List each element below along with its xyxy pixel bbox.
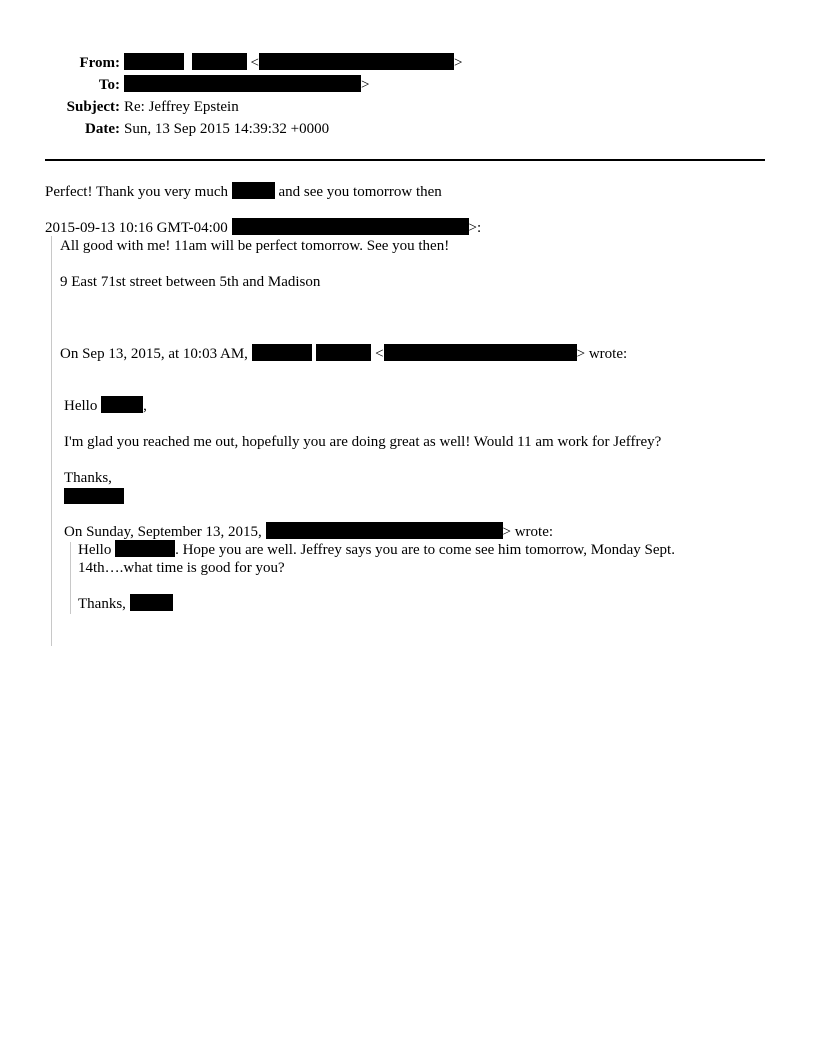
header-divider — [45, 159, 765, 161]
redaction-block — [192, 53, 247, 70]
quote3-line1 — [78, 540, 675, 560]
quote2-attribution-suffix: > wrote: — [576, 346, 628, 362]
quote1-attribution-prefix: 2015-09-13 10:16 GMT-04:00 — [45, 220, 228, 236]
quote2-greeting-punct: , — [143, 398, 147, 414]
redaction-block — [266, 522, 503, 539]
date-row — [0, 119, 816, 139]
quote2-thanks: Thanks, — [64, 470, 112, 486]
quote-bar-inner — [70, 542, 71, 614]
subject-label: Subject: — [66, 99, 120, 115]
redaction-block — [101, 396, 143, 413]
quote1-attribution-suffix: >: — [468, 220, 482, 236]
quote1-line1: All good with me! 11am will be perfect tomorrow. See you then! — [60, 238, 450, 254]
redaction-block — [124, 53, 184, 70]
quote3-thanks-line — [78, 594, 173, 614]
redaction-block — [252, 344, 312, 361]
redaction-block — [232, 218, 469, 235]
quote3-attribution-suffix: > wrote: — [502, 524, 554, 540]
from-row — [0, 53, 816, 73]
reply-text-after: and see you tomorrow then — [278, 184, 442, 200]
quote1-attribution — [45, 218, 481, 238]
quote2-attribution: On Sep 13, 2015, at 10:03 AM, < > wrote: — [60, 346, 628, 362]
redaction-block — [316, 344, 371, 361]
date-label: Date: — [85, 121, 120, 137]
quote3-thanks: Thanks, — [78, 596, 126, 612]
quote2-greeting-text: Hello — [64, 398, 98, 414]
redaction-block — [384, 344, 577, 361]
redaction-block — [232, 182, 275, 199]
from-value: < > — [124, 53, 462, 73]
date-value: Sun, 13 Sep 2015 14:39:32 +0000 — [124, 121, 330, 137]
quote-bar-outer — [51, 236, 52, 646]
reply-text-before: Perfect! Thank you very much — [45, 184, 228, 200]
subject-value: Re: Jeffrey Epstein — [124, 99, 239, 115]
to-label: To: — [98, 77, 120, 93]
from-label: From: — [79, 55, 120, 71]
quote2-greeting — [64, 396, 147, 416]
redaction-block — [64, 488, 124, 504]
quote3-attribution — [64, 522, 553, 542]
quote3-body1: . Hope you are well. Jeffrey says you are to come see him tomorrow, Monday Sept. — [175, 542, 675, 558]
redaction-block — [124, 75, 361, 92]
redaction-block — [115, 540, 175, 557]
quote3-line2: 14th….what time is good for you? — [78, 560, 285, 576]
quote3-hello: Hello — [78, 542, 112, 558]
quote2-attribution-prefix: On Sep 13, 2015, at 10:03 AM, — [60, 346, 248, 362]
quote3-attribution-prefix: On Sunday, September 13, 2015, — [64, 524, 262, 540]
reply-line — [45, 182, 442, 202]
quote1-line2: 9 East 71st street between 5th and Madison — [60, 274, 321, 290]
to-value: > — [124, 75, 369, 95]
redaction-block — [130, 594, 173, 611]
redaction-block — [259, 53, 454, 70]
quote2-body: I'm glad you reached me out, hopefully you are doing great as well! Would 11 am work for Jeffrey? — [64, 434, 662, 450]
subject-row — [0, 97, 816, 117]
to-row — [0, 75, 816, 95]
